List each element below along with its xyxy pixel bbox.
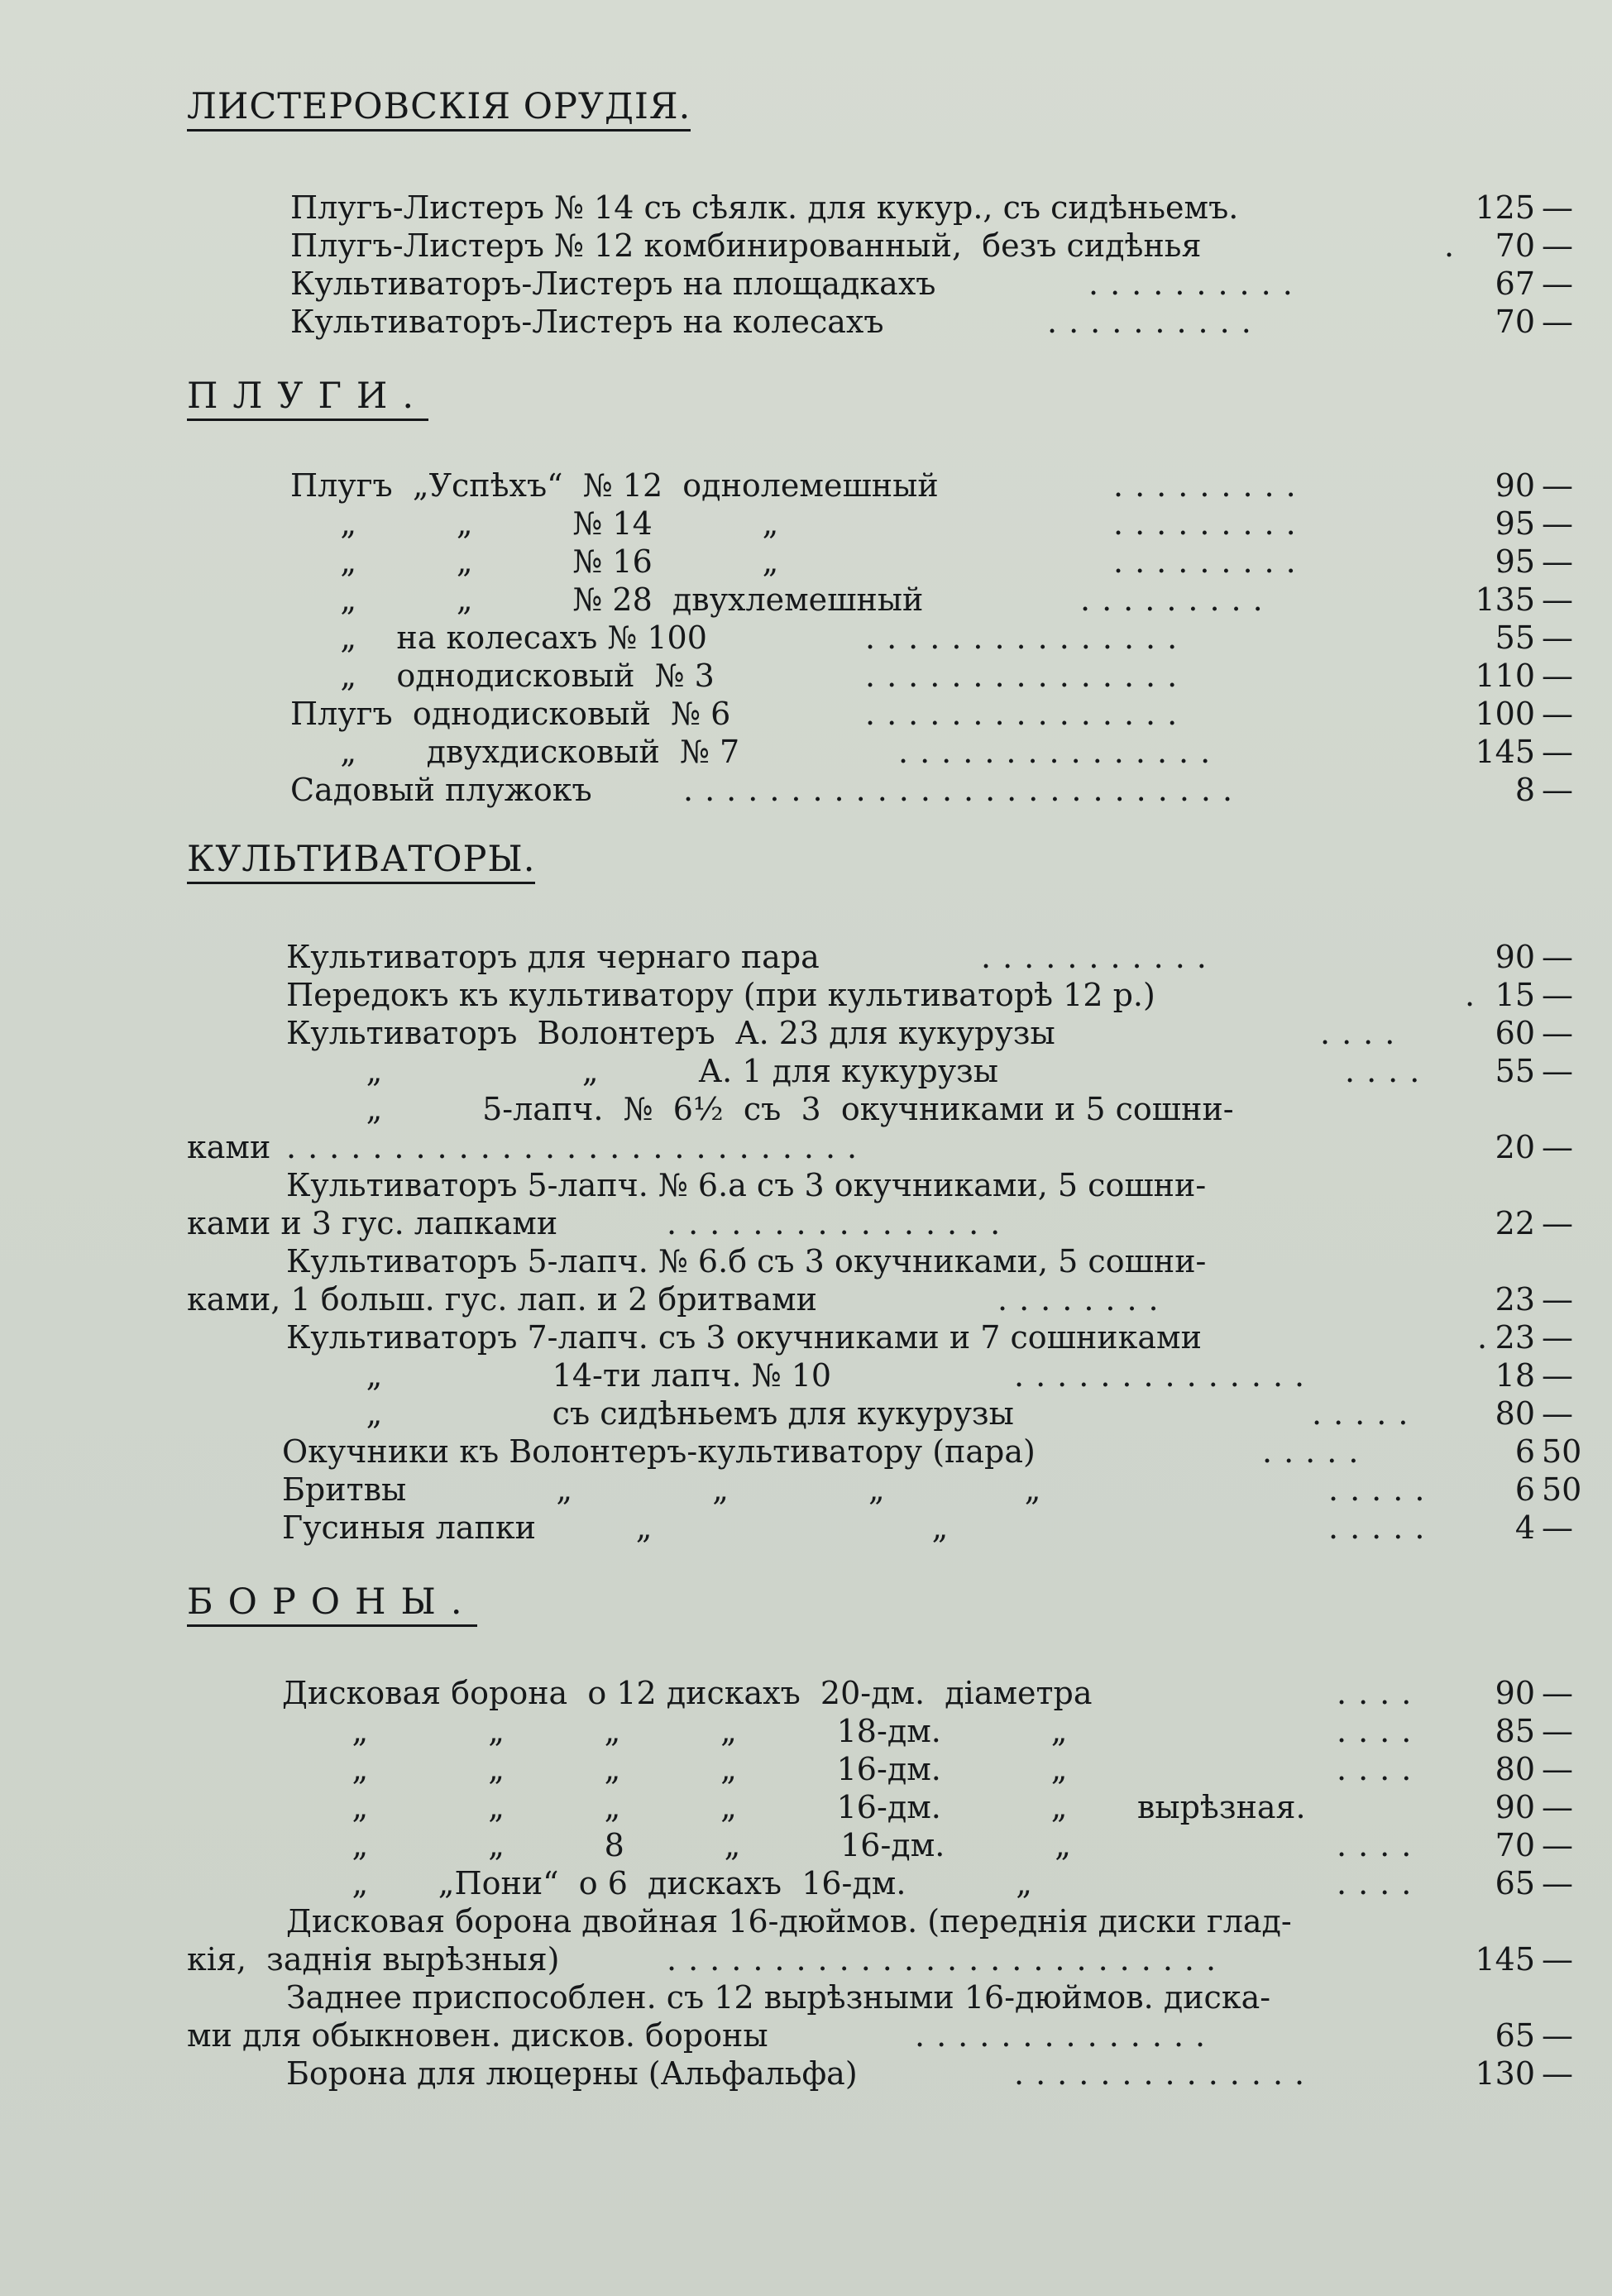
price-kopecks: 50	[1542, 1471, 1582, 1508]
item-label: Окучники къ Волонтеръ-культиватору (пара)	[282, 1433, 1036, 1470]
section-title-kultivatory: КУЛЬТИВАТОРЫ.	[187, 839, 535, 884]
price-kopecks: —	[1542, 467, 1573, 504]
item-label: ками и 3 гус. лапками	[187, 1205, 558, 1241]
price-rubles: 18	[1495, 1357, 1535, 1394]
item-label: ками	[187, 1129, 271, 1165]
leader-dots: ...........	[981, 939, 1218, 975]
price-row	[187, 1014, 1593, 1052]
price-kopecks: —	[1542, 1129, 1573, 1165]
leader-dots: ...............	[898, 734, 1222, 770]
item-label: Садовый плужокъ	[290, 772, 592, 808]
leader-dots: ....	[1337, 1827, 1423, 1863]
price-kopecks: —	[1542, 696, 1573, 732]
price-row	[187, 771, 1593, 809]
price-kopecks: —	[1542, 619, 1573, 656]
price-rubles: 90	[1495, 1789, 1535, 1825]
price-row	[187, 1394, 1593, 1433]
price-row	[187, 1318, 1593, 1356]
price-kopecks: —	[1542, 1319, 1573, 1356]
leader-dots: .....	[1262, 1433, 1370, 1470]
item-label: „ „ „ „ 16-дм. „ вырѣзная.	[282, 1789, 1306, 1825]
price-row	[187, 2054, 1593, 2093]
price-rubles: 100	[1475, 696, 1535, 732]
price-rubles: 135	[1475, 581, 1535, 618]
item-label: Культиваторъ для чернаго пара	[286, 939, 820, 975]
price-rubles: 23	[1495, 1319, 1535, 1356]
item-label: „ „ № 14 „	[290, 505, 779, 542]
price-row	[187, 1750, 1593, 1788]
price-row	[187, 505, 1593, 543]
price-kopecks: —	[1542, 1789, 1573, 1825]
price-row	[187, 733, 1593, 771]
price-row	[187, 303, 1593, 341]
item-label: Плугъ-Листеръ № 14 съ сѣялк. для кукур., съ сидѣньемъ.	[290, 189, 1239, 226]
price-row	[187, 1090, 1593, 1128]
price-row	[187, 1204, 1593, 1242]
price-rubles: 130	[1475, 2055, 1535, 2092]
leader-dots: ....	[1337, 1675, 1423, 1711]
price-row	[187, 976, 1593, 1014]
leader-dots: ..........	[1088, 265, 1304, 302]
price-kopecks: —	[1542, 2017, 1573, 2054]
price-row	[187, 1280, 1593, 1318]
item-label: „ 5-лапч. № 6½ съ 3 окучниками и 5 сошни-	[286, 1091, 1234, 1127]
item-label: Дисковая борона о 12 дискахъ 20-дм. діаметра	[282, 1675, 1093, 1711]
leader-dots: ...............	[865, 696, 1189, 732]
price-rubles: 95	[1495, 505, 1535, 542]
price-row	[187, 1674, 1593, 1712]
price-row	[187, 695, 1593, 733]
price-row	[187, 938, 1593, 976]
item-label: „ „ „ „ 18-дм. „	[282, 1713, 1068, 1749]
price-kopecks: —	[1542, 772, 1573, 808]
price-rubles: 70	[1495, 304, 1535, 340]
leader-dots: .........	[1113, 467, 1308, 504]
item-label: Гусиныя лапки „ „	[282, 1509, 949, 1546]
leader-dots: ....	[1345, 1053, 1432, 1089]
item-label: Культиваторъ 7-лапч. съ 3 окучниками и 7 сошниками	[286, 1319, 1202, 1356]
price-rubles: 65	[1495, 1865, 1535, 1901]
price-rubles: 65	[1495, 2017, 1535, 2054]
leader-dots: ...............	[865, 658, 1189, 694]
price-row	[187, 657, 1593, 695]
item-label: Заднее приспособлен. съ 12 вырѣзными 16-дюймов. диска-	[286, 1979, 1271, 2016]
price-kopecks: —	[1542, 189, 1573, 226]
price-rubles: 23	[1495, 1281, 1535, 1318]
price-rubles: 110	[1475, 658, 1535, 694]
price-rubles: 90	[1495, 467, 1535, 504]
price-rubles: 90	[1495, 939, 1535, 975]
leader-dots: .	[1477, 1319, 1500, 1356]
price-kopecks: —	[1542, 1053, 1573, 1089]
price-row	[187, 1864, 1593, 1902]
price-rubles: 67	[1495, 265, 1535, 302]
price-row	[187, 543, 1593, 581]
price-row	[187, 466, 1593, 505]
item-label: „ „ 8 „ 16-дм. „	[282, 1827, 1071, 1863]
price-row	[187, 1128, 1593, 1166]
price-rubles: 60	[1495, 1015, 1535, 1051]
price-rubles: 55	[1495, 619, 1535, 656]
price-kopecks: —	[1542, 734, 1573, 770]
price-row	[187, 1788, 1593, 1826]
price-row	[187, 189, 1593, 227]
item-label: ми для обыкновен. дисков. бороны	[187, 2017, 768, 2054]
price-rubles: 80	[1495, 1395, 1535, 1432]
item-label: „ „ „ „ 16-дм. „	[282, 1751, 1068, 1787]
price-row	[187, 227, 1593, 265]
item-label: Культиваторъ-Листеръ на площадкахъ	[290, 265, 936, 302]
price-kopecks: —	[1542, 1357, 1573, 1394]
item-label: ками, 1 больш. гус. лап. и 2 бритвами	[187, 1281, 817, 1318]
price-rubles: 8	[1514, 772, 1535, 808]
leader-dots: ...........................	[286, 1129, 869, 1165]
section-title-borony: БОРОНЫ.	[187, 1581, 477, 1627]
item-label: „ однодисковый № 3	[290, 658, 715, 694]
price-row	[187, 2016, 1593, 2054]
leader-dots: .	[1444, 227, 1466, 264]
item-label: Культиваторъ 5-лапч. № 6.а съ 3 окучниками, 5 сошни-	[286, 1167, 1207, 1203]
item-label: Плугъ-Листеръ № 12 комбинированный, безъ сидѣнья	[290, 227, 1202, 264]
price-rubles: 70	[1495, 1827, 1535, 1863]
price-row	[187, 1433, 1593, 1471]
item-label: „ съ сидѣньемъ для кукурузы	[286, 1395, 1014, 1432]
leader-dots: .........	[1080, 581, 1275, 618]
price-kopecks: —	[1542, 1713, 1573, 1749]
item-label: „ на колесахъ № 100	[290, 619, 707, 656]
leader-dots: .........	[1113, 543, 1308, 580]
price-rubles: 70	[1495, 227, 1535, 264]
item-label: „ двухдисковый № 7	[290, 734, 740, 770]
price-kopecks: —	[1542, 1015, 1573, 1051]
price-row	[187, 1356, 1593, 1394]
price-kopecks: —	[1542, 1941, 1573, 1978]
price-rubles: 15	[1495, 977, 1535, 1013]
price-row	[187, 1052, 1593, 1090]
section-title-lister: ЛИСТЕРОВСКІЯ ОРУДІЯ.	[187, 86, 691, 132]
price-row	[187, 1712, 1593, 1750]
price-kopecks: —	[1542, 543, 1573, 580]
price-kopecks: —	[1542, 1827, 1573, 1863]
item-label: „ „ № 28 двухлемешный	[290, 581, 924, 618]
leader-dots: ..............	[1014, 2055, 1317, 2092]
item-label: „ „Пони“ о 6 дискахъ 16-дм. „	[282, 1865, 1032, 1901]
leader-dots: ....	[1337, 1713, 1423, 1749]
leader-dots: ..........	[1047, 304, 1263, 340]
item-label: Плугъ „Успѣхъ“ № 12 однолемешный	[290, 467, 939, 504]
item-label: „ „ А. 1 для кукурузы	[286, 1053, 999, 1089]
price-rubles: 6	[1514, 1471, 1535, 1508]
leader-dots: ....	[1337, 1751, 1423, 1787]
leader-dots: ..............	[915, 2017, 1217, 2054]
price-kopecks: —	[1542, 505, 1573, 542]
price-kopecks: —	[1542, 265, 1573, 302]
price-rubles: 55	[1495, 1053, 1535, 1089]
price-rubles: 85	[1495, 1713, 1535, 1749]
price-row	[187, 1471, 1593, 1509]
item-label: „ „ № 16 „	[290, 543, 779, 580]
price-kopecks: —	[1542, 939, 1573, 975]
price-rubles: 6	[1514, 1433, 1535, 1470]
price-rubles: 20	[1495, 1129, 1535, 1165]
leader-dots: ................	[667, 1205, 1012, 1241]
price-row	[187, 265, 1593, 303]
leader-dots: ..........................	[683, 772, 1245, 808]
price-row	[187, 619, 1593, 657]
price-row	[187, 1826, 1593, 1864]
leader-dots: ....	[1320, 1015, 1407, 1051]
price-kopecks: —	[1542, 658, 1573, 694]
price-row	[187, 1509, 1593, 1547]
item-label: Передокъ къ культиватору (при культиваторѣ 12 р.)	[286, 977, 1155, 1013]
item-label: Бритвы „ „ „ „	[282, 1471, 1041, 1508]
price-row	[187, 1166, 1593, 1204]
leader-dots: ...............	[865, 619, 1189, 656]
leader-dots: ..............	[1014, 1357, 1317, 1394]
price-rubles: 95	[1495, 543, 1535, 580]
leader-dots: .........	[1113, 505, 1308, 542]
section-title-plugi: ПЛУГИ.	[187, 375, 428, 421]
leader-dots: .	[1465, 977, 1487, 1013]
price-row	[187, 1978, 1593, 2016]
price-rubles: 125	[1475, 189, 1535, 226]
price-rubles: 145	[1475, 734, 1535, 770]
item-label: кія, заднія вырѣзныя)	[187, 1941, 560, 1978]
price-kopecks: —	[1542, 1395, 1573, 1432]
leader-dots: .....	[1328, 1509, 1437, 1546]
price-kopecks: —	[1542, 977, 1573, 1013]
price-kopecks: —	[1542, 227, 1573, 264]
price-row	[187, 581, 1593, 619]
price-kopecks: —	[1542, 304, 1573, 340]
item-label: Культиваторъ Волонтеръ А. 23 для кукурузы	[286, 1015, 1055, 1051]
price-rubles: 90	[1495, 1675, 1535, 1711]
price-kopecks: —	[1542, 1281, 1573, 1318]
item-label: Культиваторъ 5-лапч. № 6.б съ 3 окучниками, 5 сошни-	[286, 1243, 1207, 1280]
item-label: „ 14-ти лапч. № 10	[286, 1357, 832, 1394]
price-row	[187, 1902, 1593, 1940]
price-kopecks: —	[1542, 2055, 1573, 2092]
price-kopecks: —	[1542, 1675, 1573, 1711]
price-rubles: 145	[1475, 1941, 1535, 1978]
leader-dots: .....	[1328, 1471, 1437, 1508]
price-kopecks: —	[1542, 1509, 1573, 1546]
price-kopecks: —	[1542, 1865, 1573, 1901]
price-rubles: 80	[1495, 1751, 1535, 1787]
item-label: Борона для люцерны (Альфальфа)	[286, 2055, 858, 2092]
price-rubles: 4	[1514, 1509, 1535, 1546]
price-row	[187, 1940, 1593, 1978]
price-rubles: 22	[1495, 1205, 1535, 1241]
price-kopecks: —	[1542, 1751, 1573, 1787]
item-label: Плугъ однодисковый № 6	[290, 696, 731, 732]
item-label: Культиваторъ-Листеръ на колесахъ	[290, 304, 884, 340]
price-row	[187, 1242, 1593, 1280]
leader-dots: ........	[997, 1281, 1170, 1318]
leader-dots: ....	[1337, 1865, 1423, 1901]
price-kopecks: 50	[1542, 1433, 1582, 1470]
price-kopecks: —	[1542, 581, 1573, 618]
item-label: Дисковая борона двойная 16-дюймов. (переднія диски глад-	[286, 1903, 1292, 1940]
leader-dots: .....	[1312, 1395, 1420, 1432]
leader-dots: ..........................	[667, 1941, 1228, 1978]
price-kopecks: —	[1542, 1205, 1573, 1241]
